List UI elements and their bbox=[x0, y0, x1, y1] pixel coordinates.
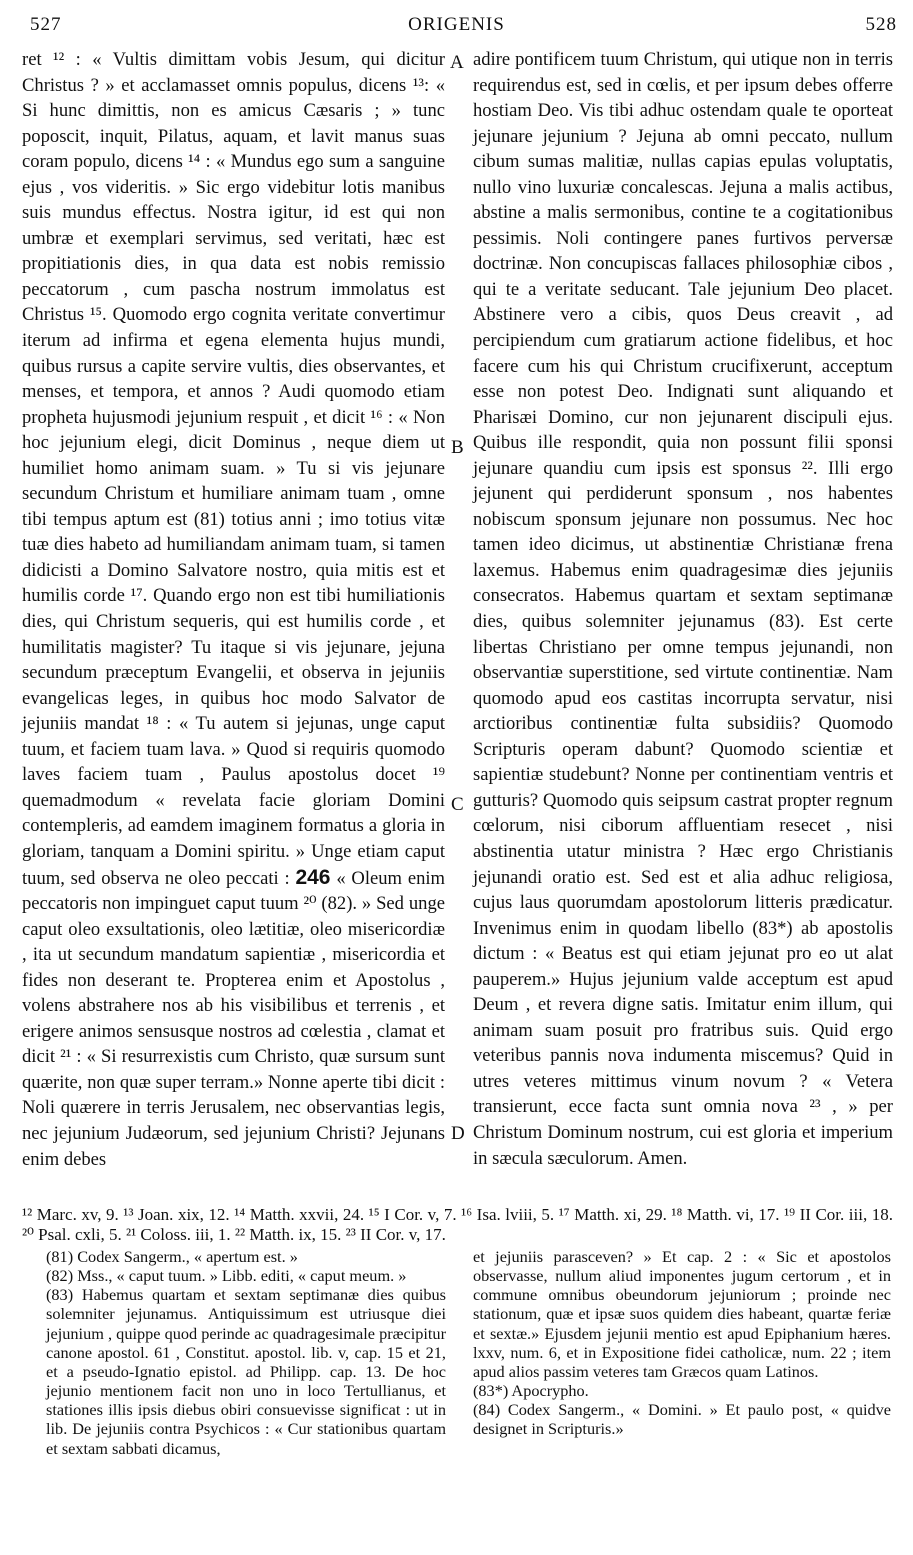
page-marker-number: 246 bbox=[295, 865, 331, 889]
note-82: (82) Mss., « caput tuum. » Libb. editi, « caput meum. » bbox=[46, 1266, 407, 1286]
note-81: (81) Codex Sangerm., « apertum est. » bbox=[46, 1247, 298, 1266]
page-number-left: 527 bbox=[30, 14, 62, 35]
note-83-star: (83*) Apocrypho. bbox=[473, 1381, 589, 1401]
left-column-text bbox=[22, 47, 445, 1172]
editor-notes-left bbox=[46, 1247, 446, 1458]
running-header bbox=[0, 14, 913, 42]
margin-letter-d: D bbox=[451, 1123, 465, 1144]
left-text-before: ret ¹² : « Vultis dimittam vobis Jesum, qui dicitur Christus ? » et acclamasset omnis populus, dicens ¹³: « Si hunc dimittis, non es amicus Cæsaris ; » tunc poposcit, inquit, Pilatus, aquam, et lavit manus suas coram populo, dicens ¹⁴ : « Mundus ego sum a sanguine ejus , vos videritis. » Sic ergo videbitur lotis manibus suis mundus effectus. Nostra igitur, id est qui non umbræ et exemplari servimus, sed veritati, hæc est propitiationis dies, in qua data est nobis remissio peccatorum , cum pascha nostrum immolatus est Christus ¹⁵. Quomodo ergo cognita veritate convertimur iterum ad infirma et egena elementa hujus mundi, quibus rursus a capite servire vultis, dies observantes, et menses, et tempora, et annos ? Audi quomodo etiam propheta hujusmodi jejunium respuit , et dicit ¹⁶ : « Non hoc jejunium elegi, dicit Dominus , neque diem ut humiliet homo animam suam. » Tu si vis jejunare secundum Christum et humiliare animam tuam , omne tibi tempus aptum est (81) totius anni ; imo totius vitæ tuæ dies habeto ad humiliandam animam tuam, si tamen didicisti a Domino Salvatore nostro, quia mitis est et humilis corde ¹⁷. Quando ergo non est tibi humiliationis dies, qui Christum sequeris, qui est humilis corde , et humilitatis magister? Tu itaque si vis jejunare, jejuna secundum præceptum Evangelii, et observa in jejuniis evangelicas leges, in quibus hoc modo Salvator de jejuniis mandat ¹⁸ : « Tu autem si jejunas, unge caput tuum, et faciem tuam lava. » Quod si requiris quomodo laves faciem tuam , Paulus apostolus docet ¹⁹ quemadmodum « revelata facie gloriam Domini contempleris, ad eamdem imaginem formatus a gloria in gloriam, tanquam a Domini spiritu. » Unge etiam caput tuum, sed observa ne oleo peccati : bbox=[22, 49, 445, 889]
note-83: (83) Habemus quartam et sextam septimanæ dies quibus solemniter jejunamus. Antiquissimum est utriusque diei jejunium , quippe quod perinde ac quadragesimale præcipitur canone apostol. 61 , Constitut. apostol. lib. v, cap. 15 et 21, et a pseudo-Ignatio epistol. ad Philipp. cap. 13. De hoc jejunio mentionem facit non uno in loco Tertullianus, et stationes illis ipsis diebus obiri consuevisse significat : ut in lib. De jejuniis contra Psychicos : « Cur stationibus quartam et sextam sabbati dicamus, bbox=[46, 1285, 446, 1458]
footnote-references: ¹² Marc. xv, 9. ¹³ Joan. xix, 12. ¹⁴ Matth. xxvii, 24. ¹⁵ I Cor. v, 7. ¹⁶ Isa. lviii, 5. ¹⁷ Matth. xi, 29. ¹⁸ Matth. vi, 17. ¹⁹ II Cor. iii, 18. ²⁰ Psal. cxli, 5. ²¹ Coloss. iii, 1. ²² Matth. ix, 15. ²³ II Cor. v, 17. bbox=[22, 1205, 893, 1244]
right-column bbox=[473, 47, 893, 1171]
editor-notes-right bbox=[473, 1247, 891, 1439]
page-number-right: 528 bbox=[865, 14, 897, 35]
note-83-continued: et jejuniis parasceven? » Et cap. 2 : « Sic et apostolos observasse, nullum aliud imponentes jugum certorum , et in commune omnibus obeundorum jejuniorum ; proinde nec stationum, quæ et ipsæ suos quidem dies habeant, quartæ feriæ et sextæ.» Ejusdem jejunii mentio est apud Epiphanium hæres. lxxv, num. 6, et in Expositione fidei catholicæ, num. 22 ; item apud alios passim veteres tam Græcos quam Latinos. bbox=[473, 1247, 891, 1381]
margin-letter-a: A bbox=[450, 52, 464, 73]
margin-letter-c: C bbox=[451, 794, 464, 815]
left-column bbox=[22, 47, 445, 1172]
right-column-text: adire pontificem tuum Christum, qui utique non in terris requirendus est, sed in cœlis, et per ipsum debes offerre hostiam Deo. Vis tibi adhuc ostendam quale te oporteat jejunare jejunium ? Jejuna ab omni peccato, nullum cibum sumas malitiæ, nullas capias epulas voluptatis, nullo vino luxuriæ concalescas. Jejuna a malis actibus, abstine a malis sermonibus, contine te a cogitationibus pessimis. Noli contingere panes furtivos perversæ doctrinæ. Non concupiscas fallaces philosophiæ cibos , qui te a veritate seducant. Tale jejunium Deo placet. Abstinere vero a cibis, quos Deus creavit , ad percipiendum cum gratiarum actione fidelibus, et hoc facere cum his qui Christum crucifixerunt, acceptum esse non potest Deo. Indignati sunt aliquando et Pharisæi Domino, cur non jejunarent discipuli ejus. Quibus ille respondit, quia non possunt filii sponsi jejunare quandiu cum ipsis est sponsus ²². Illi ergo jejunent qui perdiderunt sponsum , nos habentes nobiscum sponsum jejunare non possumus. Nec hoc tamen ideo dicimus, ut abstinentiæ Christianæ frena laxemus. Habemus enim quadragesimæ dies jejuniis consecratos. Habemus quartam et sextam septimanæ dies, quibus solemniter jejunamus (83). Est certe libertas Christiano per omne tempus jejunandi, non observantiæ superstitione, sed virtute continentiæ. Nam quomodo apud eos castitas incorrupta servatur, nisi arctioribus continentiæ fulta subsidiis? Quomodo Scripturis operam dabunt? Quomodo scientiæ et sapientiæ studebunt? Nonne per continentiam ventris et gutturis? Quomodo quis seipsum castrat propter regnum cœlorum, nisi ciborum affluentiam resecet , nisi abstinentia utatur ministra ? Hæc ergo Christianis jejunandi oratio est. Sed est et alia adhuc religiosa, cujus laus quorumdam apostolorum litteris prædicatur. Invenimus enim in quodam libello (83*) ab apostolis dictum : « Beatus est qui etiam jejunat pro eo ut alat pauperem.» Hujus jejunium valde acceptum est apud Deum , et revera digne satis. Imitatur enim illum, qui animam suam posuit pro fratribus suis. Quid ergo veteribus pannis nova indumenta miscemus? Quid in utres veteres mittimus vinum novum ? « Vetera transierunt, ecce facta sunt omnia nova ²³ , » per Christum Dominum nostrum, cui est gloria et imperium in sæcula sæculorum. Amen. bbox=[473, 49, 893, 1169]
left-text-after: « Oleum enim peccatoris non impinguet caput tuum ²⁰ (82). » Sed unge caput oleo exsultationis, oleo lætitiæ, oleo misericordiæ , ita ut secundum mandatum sapientiæ , misericordia et fides non deserant te. Propterea enim et Apostolus , volens abstrahere nos ab his visibilibus et terrenis , et erigere animos sensusque nostros ad cœlestia , clamat et dicit ²¹ : « Si resurrexistis cum Christo, quæ sursum sunt quærite, non quæ super terram.» Nonne aperte tibi dicit : Noli quærere in terris Jerusalem, nec observantias legis, nec jejunium Judæorum, sed jejunium Christi? Jejunans enim debes bbox=[22, 867, 445, 1170]
margin-letter-b: B bbox=[451, 437, 464, 458]
running-title: ORIGENIS bbox=[408, 14, 505, 35]
note-84: (84) Codex Sangerm., « Domini. » Et paulo post, « quidve designet in Scripturis.» bbox=[473, 1400, 891, 1439]
